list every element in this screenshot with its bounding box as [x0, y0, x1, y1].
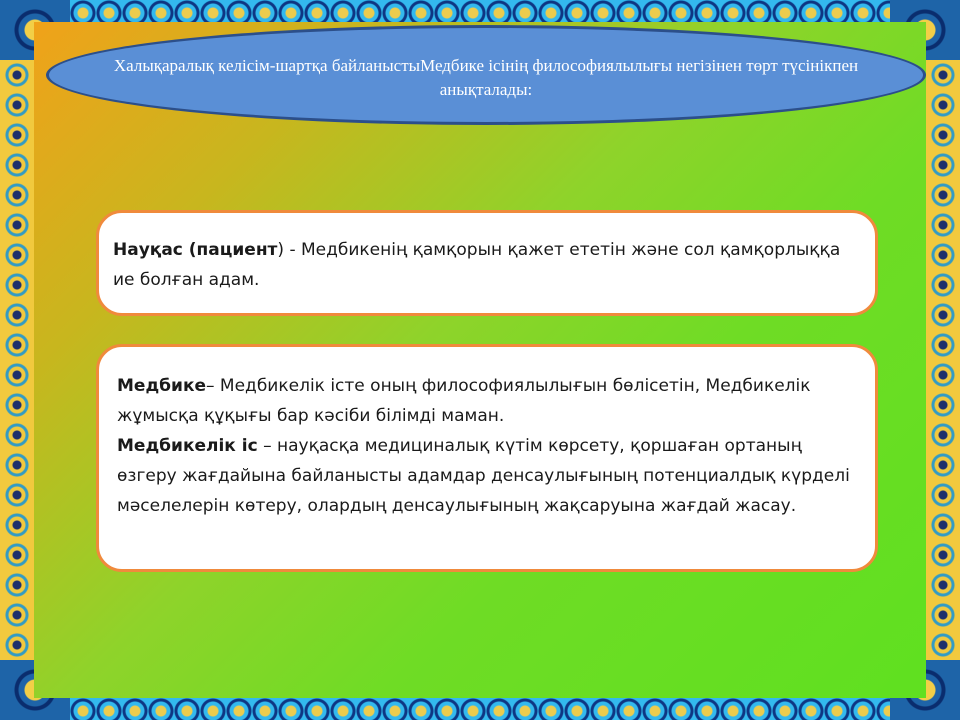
- definition-patient: ) - Медбикенің қамқорын қажет ететін және сол қамқорлыққа ие болған адам.: [113, 240, 841, 290]
- definition-card-patient: [96, 210, 878, 316]
- nursing-definition: [117, 431, 857, 521]
- border-right: [926, 60, 960, 660]
- term-nursing: Медбикелік іс: [117, 436, 258, 456]
- term-nurse: Медбике: [117, 376, 207, 396]
- definition-card-nurse: [96, 344, 878, 572]
- slide-title: Халықаралық келісім-шартқа байланыстыМедбике ісінің философиялылығы негізінен төрт түсінікпен анықталады:: [113, 56, 859, 99]
- definition-nurse: – Медбикелік істе оның философиялылығын бөлісетін, Медбикелік жұмысқа құқығы бар кәсіби білімді маман.: [117, 376, 811, 426]
- border-bottom: [70, 698, 890, 720]
- border-left: [0, 60, 34, 660]
- nurse-definition: [117, 371, 857, 431]
- border-top: [70, 0, 890, 22]
- title-oval: [46, 25, 926, 125]
- slide-panel: [34, 22, 926, 698]
- term-patient: Науқас (пациент: [113, 240, 278, 260]
- definition-nursing: – науқасқа медициналық күтім көрсету, қоршаған ортаның өзгеру жағдайына байланысты адамдар денсаулығының потенциалдық күрделі мәселелерін көтеру, олардың денсаулығының жақсаруына жағдай жасау.: [117, 436, 850, 516]
